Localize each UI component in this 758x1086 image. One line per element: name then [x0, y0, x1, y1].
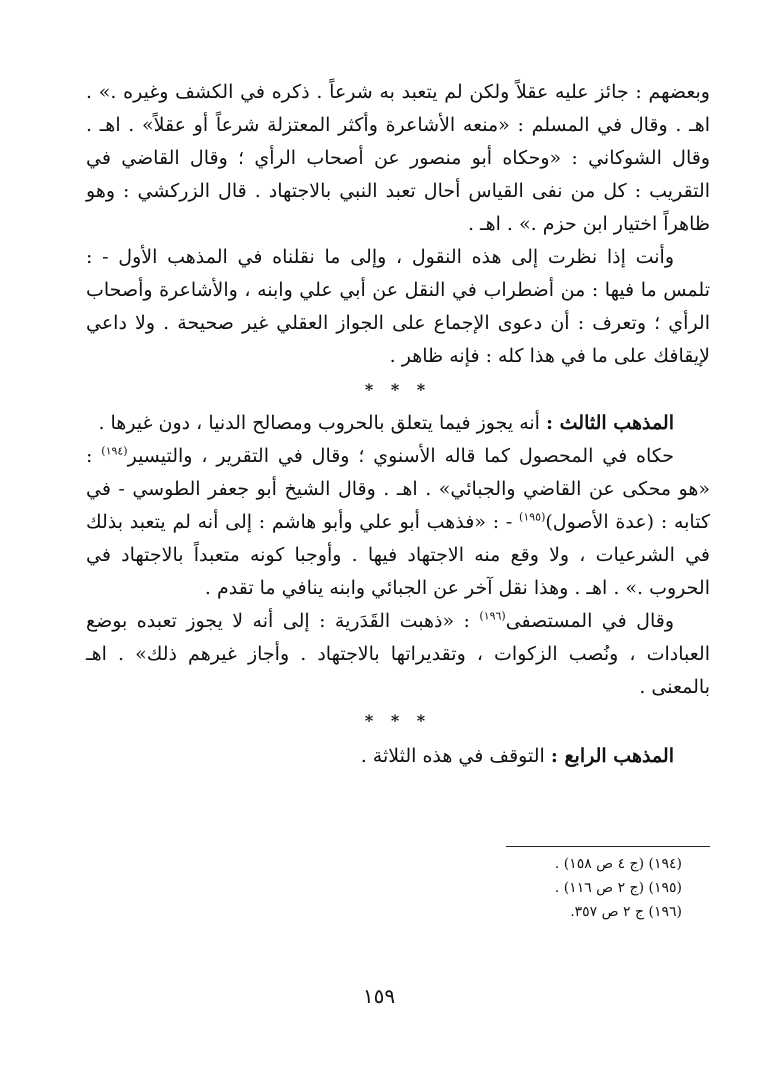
footnote-divider — [506, 846, 710, 847]
paragraph-fourth-doctrine — [86, 738, 710, 774]
third-doctrine-text: أنه يجوز فيما يتعلق بالحروب ومصالح الدنيا ، دون غيرها . — [98, 412, 547, 434]
main-text — [86, 76, 710, 774]
third-sources-text-b: : «هو محكى عن القاضي والجبائي» . اهـ . وقال الشيخ أبو جعفر الطوسي - في كتابه : (عدة الأصول) — [86, 445, 710, 533]
footnotes — [400, 852, 682, 924]
mustasfa-text-a: وقال في المستصفى — [505, 610, 675, 632]
page-number: ١٥٩ — [362, 984, 396, 1008]
footnote-ref-194: (١٩٤) — [101, 444, 128, 458]
third-sources-text-c: - : «فذهب أبو علي وأبو هاشم : إلى أنه لم يتعبد بذلك في الشرعيات ، ولا وقع منه الاجتهاد فيها . وأوجبا كونه متعبداً بالاجتهاد في الحروب .» . اهـ . وهذا نقل آخر عن الجبائي وابنه ينافي ما تقدم . — [86, 511, 710, 599]
fourth-doctrine-text: التوقف في هذه الثلاثة . — [360, 745, 551, 767]
footnote-194: (١٩٤) (ج ٤ ص ١٥٨) . — [554, 856, 682, 872]
mustasfa-text-b: : «ذهبت القَدَرية : إلى أنه لا يجوز تعبده بوضع العبادات ، ونُصب الزكوات ، وتقديراتها بالاجتهاد . وأجاز غيرهم ذلك» . اهـ بالمعنى . — [86, 610, 710, 698]
section-separator: * * * — [364, 711, 432, 730]
footnote-ref-195: (١٩٥) — [519, 510, 546, 524]
fourth-doctrine-heading: المذهب الرابع : — [550, 745, 674, 767]
paragraph-third-sources — [86, 440, 710, 605]
footnote-196: (١٩٦) ج ٢ ص ٣٥٧. — [570, 904, 682, 920]
paragraph-analysis: وأنت إذا نظرت إلى هذه النقول ، وإلى ما نقلناه في المذهب الأول - : تلمس ما فيها : من أضطراب في النقل عن أبي علي وابنه ، والأشاعرة وأصحاب الرأي ؛ وتعرف : أن دعوى الإجماع على الجواز العقلي غير صحيحة . ولا داعي لإيقافك على ما في هذا كله : فإنه ظاهر . — [86, 246, 710, 367]
paragraph-third-doctrine — [86, 407, 710, 440]
third-doctrine-heading: المذهب الثالث : — [546, 412, 674, 434]
third-sources-text-a: حكاه في المحصول كما قاله الأسنوي ؛ وقال في التقرير ، والتيسير — [127, 445, 674, 467]
footnote-195: (١٩٥) (ج ٢ ص ١١٦) . — [554, 880, 682, 896]
footnote-ref-196: (١٩٦) — [479, 609, 506, 623]
section-separator: * * * — [364, 380, 432, 399]
paragraph-mustasfa — [86, 605, 710, 704]
paragraph-quotations: وبعضهم : جائز عليه عقلاً ولكن لم يتعبد به شرعاً . ذكره في الكشف وغيره .» . اهـ . وقال في المسلم : «منعه الأشاعرة وأكثر المعتزلة شرعاً أو عقلاً» . اهـ . وقال الشوكاني : «وحكاه أبو منصور عن أصحاب الرأي ؛ وقال القاضي في التقريب : كل من نفى القياس أحال تعبد النبي بالاجتهاد . قال الزركشي : وهو ظاهراً اختيار ابن حزم .» . اهـ . — [86, 81, 710, 235]
